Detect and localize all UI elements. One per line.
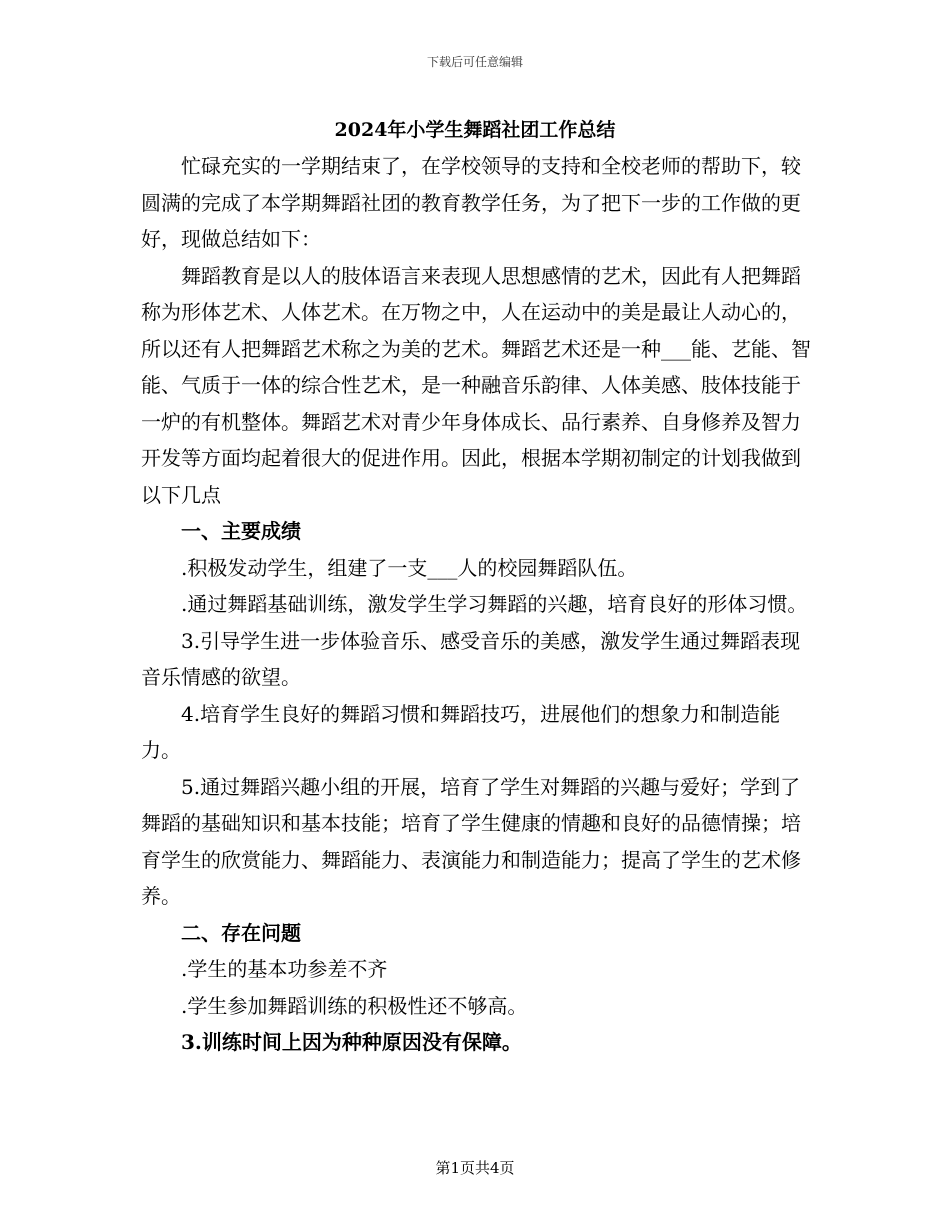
- list-item: 3.引导学生进一步体验音乐、感受音乐的美感，激发学生通过舞蹈表现音乐情感的欲望。: [141, 628, 801, 689]
- section-heading-problems: 二、存在问题: [181, 920, 301, 945]
- list-item: .学生参加舞蹈训练的积极性还不够高。: [181, 993, 528, 1018]
- list-item: 4.培育学生良好的舞蹈习惯和舞蹈技巧，进展他们的想象力和制造能力。: [141, 701, 781, 762]
- page-footer: 第1页共4页: [435, 1159, 515, 1177]
- list-item: 5.通过舞蹈兴趣小组的开展，培育了学生对舞蹈的兴趣与爱好；学到了舞蹈的基础知识和基本技能；培育了学生健康的情趣和良好的品德情操；培育学生的欣赏能力、舞蹈能力、表演能力和制造能力；提高了学生的艺术修养。: [141, 774, 801, 908]
- intro-paragraph: 忙碌充实的一学期结束了，在学校领导的支持和全校老师的帮助下，较圆满的完成了本学期舞蹈社团的教育教学任务，为了把下一步的工作做的更好，现做总结如下：: [141, 154, 801, 251]
- list-item: .积极发动学生，组建了一支___人的校园舞蹈队伍。: [181, 555, 638, 580]
- document-title: 2024年小学生舞蹈社团工作总结: [334, 119, 616, 141]
- list-item: .通过舞蹈基础训练，激发学生学习舞蹈的兴趣，培育良好的形体习惯。: [181, 592, 808, 616]
- list-item: .学生的基本功参差不齐: [181, 957, 388, 981]
- body-paragraph: 舞蹈教育是以人的肢体语言来表现人思想感情的艺术，因此有人把舞蹈称为形体艺术、人体艺术。在万物之中，人在运动中的美是最让人动心的，所以还有人把舞蹈艺术称之为美的艺术。舞蹈艺术还是一种___能、艺能、智能、气质于一体的综合性艺术，是一种融音乐韵律、人体美感、肢体技能于一炉的有机整体。舞蹈艺术对青少年身体成长、品行素养、自身修养及智力开发等方面均起着很大的促进作用。因此，根据本学期初制定的计划我做到以下几点: [141, 263, 811, 507]
- section-heading-achievements: 一、主要成绩: [181, 519, 301, 543]
- document-body: [141, 148, 811, 1061]
- list-item: 3.训练时间上因为种种原因没有保障。: [181, 1030, 522, 1054]
- header-note: 下载后可任意编辑: [426, 55, 523, 69]
